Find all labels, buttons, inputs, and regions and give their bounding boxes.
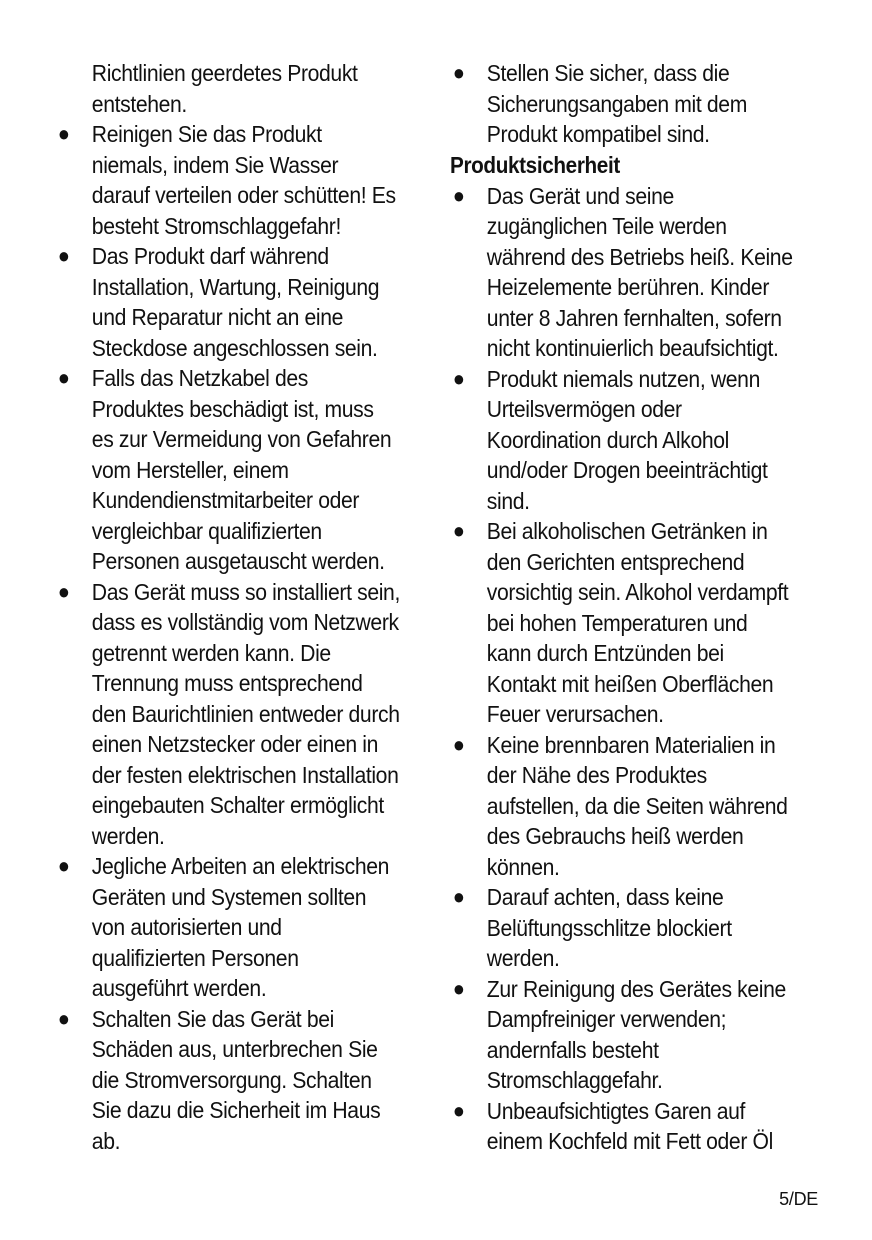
page-number: 5/DE <box>779 1189 818 1209</box>
list-item-text: Reinigen Sie das Produkt niemals, indem Sie Wasser darauf verteilen oder schütten! Es besteht Stromschlaggefahr! <box>91 121 396 239</box>
bullet-icon: ● <box>452 365 465 391</box>
list-item-text: Falls das Netzkabel des Produktes beschädigt ist, muss es zur Vermeidung von Gefahren vom Hersteller, einem Kundendienstmitarbeiter oder vergleichbar qualifizierten Personen ausgetauscht werden. <box>91 365 392 574</box>
bullet-icon: ● <box>57 853 70 878</box>
list-item-text: Das Gerät muss so installiert sein, dass es vollständig vom Netzwerk getrennt werden kann. Die Trennung muss entsprechend den Baurichtlinien entweder durch einen Netzstecker oder einen in der festen elektrischen Installation eingebauten Schalter ermöglicht werden. <box>91 578 400 849</box>
list-item <box>450 181 795 364</box>
list-item <box>450 882 795 974</box>
list-item-text: Produkt niemals nutzen, wenn Urteilsvermögen oder Koordination durch Alkohol und/oder Drogen beeinträchtigt sind. <box>486 365 768 514</box>
continuation-paragraph: Richtlinien geerdetes Produkt entstehen. <box>91 60 358 117</box>
list-item <box>55 577 400 852</box>
left-column <box>55 58 430 1156</box>
right-top-bullet-list <box>450 58 825 150</box>
list-item <box>55 363 400 577</box>
bullet-icon: ● <box>452 884 465 909</box>
list-item <box>55 851 400 1004</box>
list-item <box>55 241 400 363</box>
list-item-text: Bei alkoholischen Getränken in den Gerichten entsprechend vorsichtig sein. Alkohol verdampft bei hohen Temperaturen und kann durch Entzünden bei Kontakt mit heißen Oberflächen Feuer verursachen. <box>486 518 789 727</box>
list-item <box>450 516 795 730</box>
bullet-icon: ● <box>452 182 465 208</box>
list-item <box>450 974 795 1096</box>
list-item <box>450 364 795 517</box>
bullet-icon: ● <box>57 121 70 146</box>
bullet-icon: ● <box>452 60 465 85</box>
list-item <box>450 1096 795 1157</box>
list-item-text: Unbeaufsichtigtes Garen auf einem Kochfeld mit Fett oder Öl <box>486 1097 773 1154</box>
list-item <box>55 1004 400 1157</box>
list-item-text: Das Produkt darf während Installation, Wartung, Reinigung und Reparatur nicht an eine Steckdose angeschlossen sein. <box>91 243 380 361</box>
list-item-text: Darauf achten, dass keine Belüftungsschlitze blockiert werden. <box>486 884 732 971</box>
right-column <box>450 58 825 1157</box>
list-item-text: Schalten Sie das Gerät bei Schäden aus, unterbrechen Sie die Stromversorgung. Schalten Sie dazu die Sicherheit im Haus ab. <box>91 1005 381 1154</box>
list-item-text: Jegliche Arbeiten an elektrischen Geräten und Systemen sollten von autorisierten und qualifizierten Personen ausgeführt werden. <box>91 853 390 1001</box>
bullet-icon: ● <box>57 1005 70 1031</box>
bullet-icon: ● <box>57 365 70 390</box>
bullet-icon: ● <box>452 975 465 1001</box>
list-item-text: Das Gerät und seine zugänglichen Teile werden während des Betriebs heiß. Keine Heizelemente berühren. Kinder unter 8 Jahren fernhalten, sofern nicht kontinuierlich beaufsichtigt. <box>486 182 793 361</box>
list-item-text: Keine brennbaren Materialien in der Nähe des Produktes aufstellen, da die Seiten während des Gebrauchs heiß werden können. <box>486 731 788 880</box>
left-bullet-list <box>55 119 430 1156</box>
bullet-icon: ● <box>452 1097 465 1123</box>
list-item-text: Stellen Sie sicher, dass die Sicherungsangaben mit dem Produkt kompatibel sind. <box>486 60 747 147</box>
bullet-icon: ● <box>452 731 465 757</box>
bullet-icon: ● <box>452 518 465 543</box>
list-item <box>450 730 795 883</box>
section-heading-produktsicherheit: Produktsicherheit <box>450 151 620 178</box>
right-bullet-list <box>450 181 825 1157</box>
bullet-icon: ● <box>57 578 70 604</box>
list-item-text: Zur Reinigung des Gerätes keine Dampfreiniger verwenden; andernfalls besteht Stromschlaggefahr. <box>486 975 786 1093</box>
list-item <box>450 58 795 150</box>
bullet-icon: ● <box>57 243 70 268</box>
list-item <box>55 119 400 241</box>
